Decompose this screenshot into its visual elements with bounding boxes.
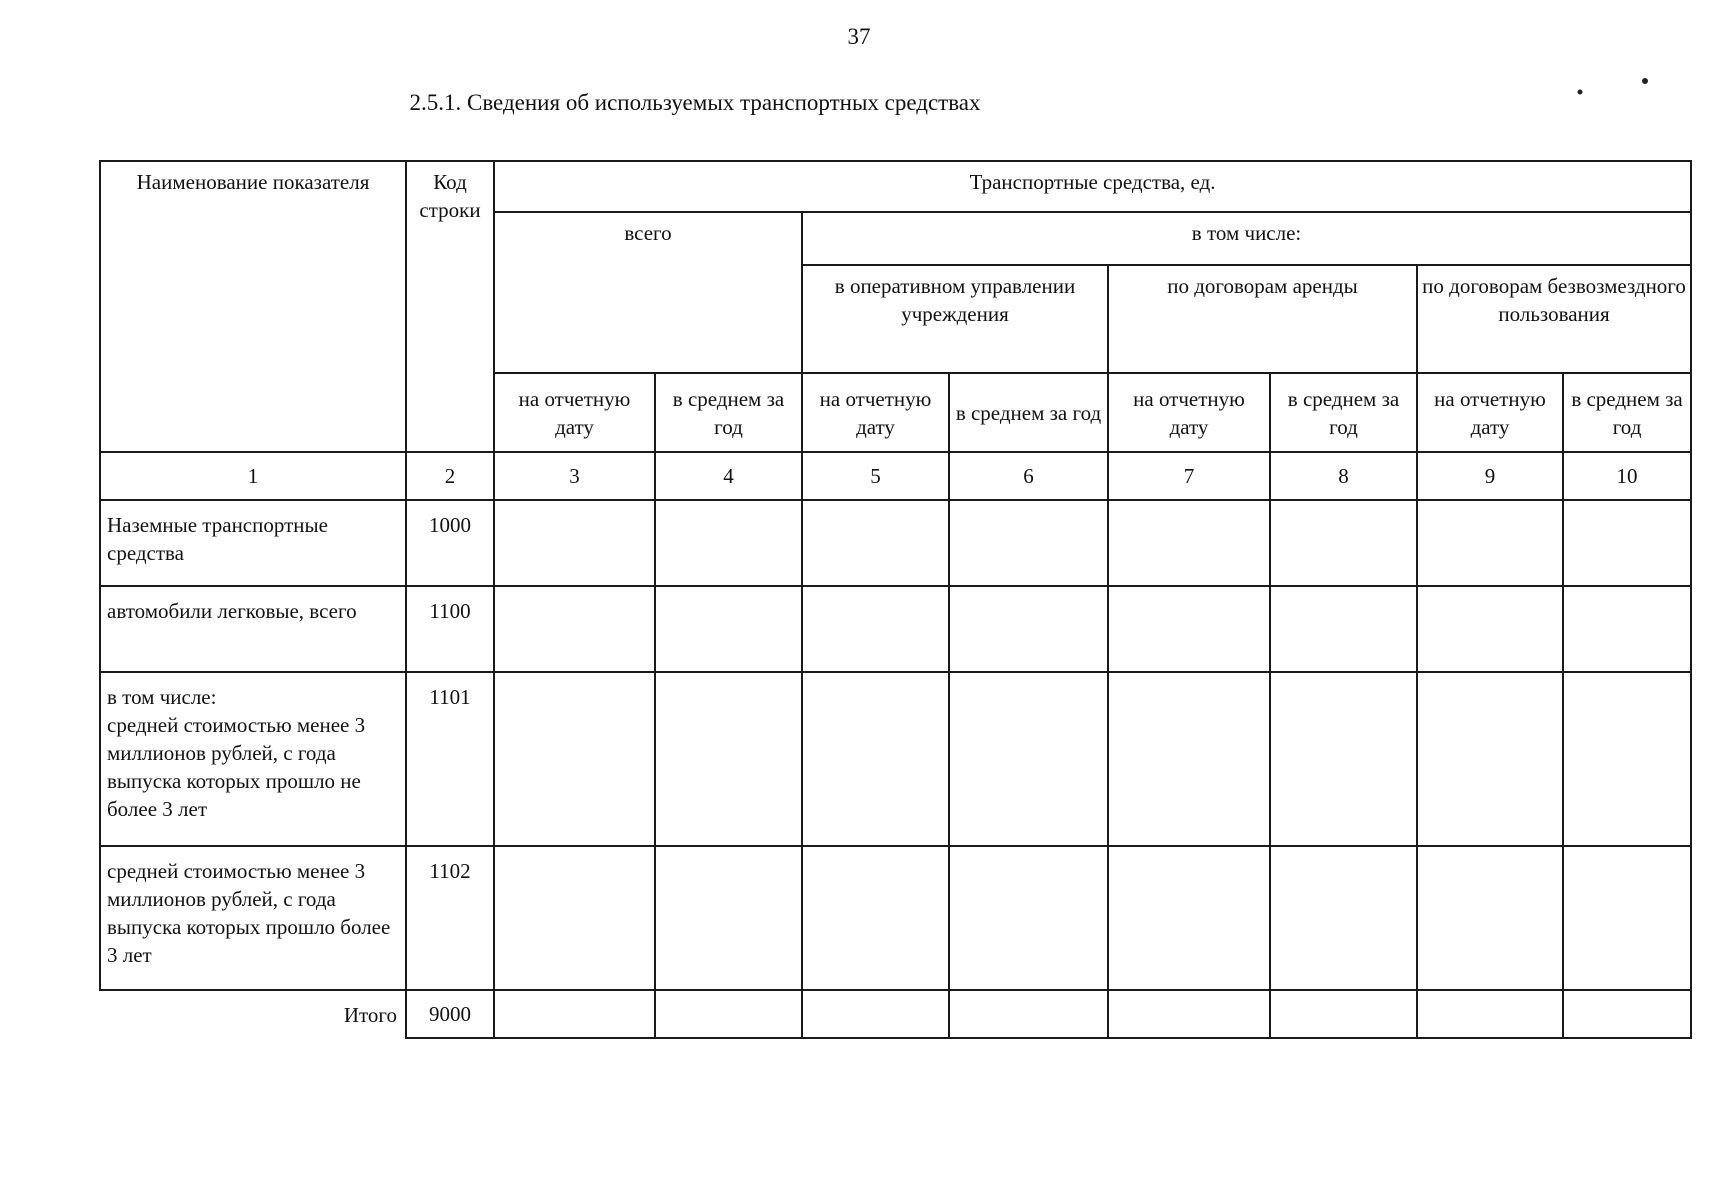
data-cell[interactable]	[655, 586, 802, 672]
total-row	[100, 990, 1691, 1038]
scan-specks	[1570, 72, 1660, 102]
data-cell[interactable]	[949, 672, 1108, 846]
data-cell[interactable]	[1108, 672, 1270, 846]
header-report-date: на отчетную дату	[802, 373, 949, 452]
column-number: 2	[406, 452, 494, 500]
row-code: 1000	[406, 500, 494, 586]
data-cell[interactable]	[655, 846, 802, 990]
row-label: автомобили легковые, всего	[100, 586, 406, 672]
header-including: в том числе:	[802, 212, 1691, 265]
row-label: Наземные транспортные средства	[100, 500, 406, 586]
total-cell[interactable]	[802, 990, 949, 1038]
data-cell[interactable]	[949, 500, 1108, 586]
table-row	[100, 500, 1691, 586]
data-cell[interactable]	[655, 672, 802, 846]
data-cell[interactable]	[1417, 846, 1563, 990]
total-cell[interactable]	[1417, 990, 1563, 1038]
data-cell[interactable]	[655, 500, 802, 586]
header-report-date: на отчетную дату	[494, 373, 655, 452]
section-title: 2.5.1. Сведения об используемых транспортных средствах	[409, 90, 981, 115]
total-cell[interactable]	[494, 990, 655, 1038]
header-report-date: на отчетную дату	[1108, 373, 1270, 452]
row-label: средней стоимостью менее 3 миллионов рублей, с года выпуска которых прошло более 3 лет	[100, 846, 406, 990]
data-cell[interactable]	[494, 500, 655, 586]
data-cell[interactable]	[802, 500, 949, 586]
table-row	[100, 672, 1691, 846]
table-row	[100, 586, 1691, 672]
header-row-code: Код строки	[406, 161, 494, 452]
header-lease: по договорам аренды	[1108, 265, 1417, 373]
data-cell[interactable]	[949, 586, 1108, 672]
data-cell[interactable]	[802, 846, 949, 990]
data-cell[interactable]	[494, 586, 655, 672]
row-label: в том числе: средней стоимостью менее 3 миллионов рублей, с года выпуска которых прошло не более 3 лет	[100, 672, 406, 846]
table-row	[100, 846, 1691, 990]
column-number: 5	[802, 452, 949, 500]
data-cell[interactable]	[1108, 586, 1270, 672]
column-number: 3	[494, 452, 655, 500]
column-number: 7	[1108, 452, 1270, 500]
total-label: Итого	[100, 990, 406, 1038]
vehicles-table	[99, 160, 1692, 1039]
column-number: 8	[1270, 452, 1417, 500]
column-number: 4	[655, 452, 802, 500]
total-cell[interactable]	[1108, 990, 1270, 1038]
page-number: 37	[847, 24, 871, 49]
header-avg-year: в среднем за год	[1563, 373, 1691, 452]
data-cell[interactable]	[1270, 500, 1417, 586]
row-code: 1101	[406, 672, 494, 846]
header-avg-year: в среднем за год	[655, 373, 802, 452]
total-cell[interactable]	[1270, 990, 1417, 1038]
data-cell[interactable]	[1417, 672, 1563, 846]
data-cell[interactable]	[1563, 586, 1691, 672]
data-cell[interactable]	[1563, 846, 1691, 990]
header-avg-year: в среднем за год	[949, 373, 1108, 452]
total-cell[interactable]	[1563, 990, 1691, 1038]
data-cell[interactable]	[949, 846, 1108, 990]
column-number: 9	[1417, 452, 1563, 500]
data-cell[interactable]	[1270, 586, 1417, 672]
row-code: 1100	[406, 586, 494, 672]
data-cell[interactable]	[1563, 500, 1691, 586]
data-cell[interactable]	[1108, 846, 1270, 990]
row-code: 1102	[406, 846, 494, 990]
data-cell[interactable]	[494, 846, 655, 990]
data-cell[interactable]	[1563, 672, 1691, 846]
data-cell[interactable]	[1270, 846, 1417, 990]
total-cell[interactable]	[949, 990, 1108, 1038]
header-avg-year: в среднем за год	[1270, 373, 1417, 452]
total-code: 9000	[406, 990, 494, 1038]
column-number: 6	[949, 452, 1108, 500]
header-free-use: по договорам безвозмездного пользования	[1417, 265, 1691, 373]
data-cell[interactable]	[1108, 500, 1270, 586]
header-total: всего	[494, 212, 802, 373]
data-cell[interactable]	[1417, 586, 1563, 672]
header-report-date: на отчетную дату	[1417, 373, 1563, 452]
data-cell[interactable]	[802, 672, 949, 846]
header-operative-management: в оперативном управлении учреждения	[802, 265, 1108, 373]
data-cell[interactable]	[1270, 672, 1417, 846]
total-cell[interactable]	[655, 990, 802, 1038]
header-vehicles: Транспортные средства, ед.	[494, 161, 1691, 212]
data-cell[interactable]	[1417, 500, 1563, 586]
column-number-row	[100, 452, 1691, 500]
column-number: 1	[100, 452, 406, 500]
column-number: 10	[1563, 452, 1691, 500]
data-cell[interactable]	[802, 586, 949, 672]
data-cell[interactable]	[494, 672, 655, 846]
header-indicator-name: Наименование показателя	[100, 161, 406, 452]
